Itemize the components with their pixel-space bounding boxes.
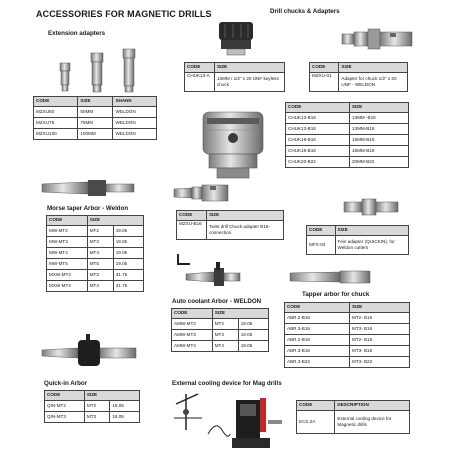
- header-code: CODE: [297, 401, 335, 411]
- cell-code: AMW-MT2: [172, 319, 213, 330]
- cell-taper: MT3: [87, 237, 113, 248]
- cell-size: Twist drill Chuck adapter B16-connection: [206, 221, 283, 240]
- table-header-row: [47, 216, 144, 226]
- table-header-row: [185, 63, 285, 73]
- cell-taper: MT3: [84, 412, 109, 423]
- header-code: CODE: [177, 211, 207, 221]
- auto-coolant-title: Auto coolant Arbor - WELDON: [172, 298, 262, 305]
- cell-shank: 19.05: [238, 341, 268, 352]
- cell-size: Adapter for chuck 1/2” x 20 UNF - WELDON: [339, 73, 408, 92]
- table-row: [45, 412, 140, 423]
- table-header-row: [172, 309, 269, 319]
- table-row: [47, 281, 144, 292]
- cell-code: MW-MT5: [47, 259, 88, 270]
- drill-chucks-title: Drill chucks & Adapters: [270, 8, 340, 15]
- cell-shank: WELDON: [113, 129, 157, 140]
- table-row: [286, 157, 409, 168]
- table-row: [285, 324, 410, 335]
- cell-taper: MT2: [212, 319, 238, 330]
- header-code: CODE: [47, 216, 88, 226]
- cell-code: CHUK16-B16: [286, 135, 350, 146]
- cell-size: 50MM: [78, 107, 113, 118]
- cell-code: ABR.3-B18: [285, 346, 350, 357]
- table-row: [297, 411, 410, 434]
- auto-coolant-table: [171, 308, 269, 352]
- cell-size: 75MM: [78, 118, 113, 129]
- cell-shank: 31.75: [113, 281, 143, 292]
- table-row: [307, 236, 409, 255]
- cell-code: CHUK13-B18: [286, 124, 350, 135]
- cell-code: QIN-MT3: [45, 412, 85, 423]
- chuck-adapter-b16-image: [172, 180, 242, 206]
- header-code: CODE: [34, 97, 78, 107]
- table-row: [45, 401, 140, 412]
- table-row: [172, 330, 269, 341]
- cell-size: 16MM-B18: [349, 146, 408, 157]
- cell-size: Fein adapter (QUICKIN), for Weldon cutters: [335, 236, 408, 255]
- chuck-adapter-image: [340, 24, 420, 54]
- table-row: [285, 313, 410, 324]
- table-row: [47, 226, 144, 237]
- drill-chuck-image: [195, 102, 273, 182]
- cell-code: ABR.2-B18: [285, 335, 350, 346]
- cell-code: AMW-MT3: [172, 330, 213, 341]
- cell-shank: WELDON: [113, 107, 157, 118]
- table-header-row: [297, 401, 410, 411]
- cell-taper: MT4: [212, 341, 238, 352]
- keyless-chuck-table: [184, 62, 285, 92]
- cell-size: MT3- B22: [350, 357, 410, 368]
- cell-code: MXW-MT3: [47, 270, 88, 281]
- cell-taper: MT2: [87, 226, 113, 237]
- external-cooling-title: External cooling device for Mag drills: [172, 380, 282, 387]
- cell-code: ABR.3-B22: [285, 357, 350, 368]
- chuck-adapter-b16-table: [176, 210, 284, 240]
- cell-taper: MT3: [212, 330, 238, 341]
- cell-taper: MT4: [87, 248, 113, 259]
- table-header-row: [307, 226, 409, 236]
- header-size: SIZE: [78, 97, 113, 107]
- table-header-row: [310, 63, 408, 73]
- cell-taper: MT5: [87, 259, 113, 270]
- table-row: [285, 357, 410, 368]
- cell-shank: 19.05: [110, 412, 140, 423]
- cell-code: QIN-MT2: [45, 401, 85, 412]
- cell-taper: MT3: [87, 270, 113, 281]
- tapper-arbor-image: [288, 266, 378, 288]
- cell-code: ECS.2A: [297, 411, 335, 434]
- external-cooling-table: [296, 400, 410, 434]
- header-size: SIZE: [206, 211, 283, 221]
- auto-coolant-arbor-image: [174, 252, 244, 298]
- cell-code: CHUK16-B18: [286, 146, 350, 157]
- external-cooling-image: [168, 390, 286, 450]
- cell-code: CHUK13-A: [185, 73, 215, 92]
- header-description: DESCRIPTION: [335, 401, 410, 411]
- table-row: [286, 135, 409, 146]
- cell-taper: MT2: [84, 401, 109, 412]
- cell-code: MW-MT2: [47, 226, 88, 237]
- tapper-arbor-title: Tapper arbor for chuck: [302, 291, 370, 298]
- table-row: [47, 248, 144, 259]
- table-header-row: [177, 211, 284, 221]
- cell-code: MW-MT3: [47, 237, 88, 248]
- table-row: [286, 124, 409, 135]
- cell-code: MZXU50: [34, 107, 78, 118]
- header-code: CODE: [285, 303, 350, 313]
- cell-code: CHUK20-B22: [286, 157, 350, 168]
- cell-size: MT2- B16: [350, 313, 410, 324]
- header-code: CODE: [45, 391, 85, 401]
- quick-in-arbor-table: [44, 390, 140, 423]
- header-shank: SHANK: [113, 97, 157, 107]
- table-row: [285, 346, 410, 357]
- table-row: [177, 221, 284, 240]
- table-row: [172, 319, 269, 330]
- quick-in-arbor-title: Quick-in Arbor: [44, 380, 88, 387]
- header-code: CODE: [286, 103, 350, 113]
- header-size: SIZE: [350, 303, 410, 313]
- chuck-sizes-table: [285, 102, 409, 168]
- table-row: [34, 118, 157, 129]
- cell-taper: MT4: [87, 281, 113, 292]
- table-header-row: [45, 391, 140, 401]
- table-row: [47, 237, 144, 248]
- cell-code: MZXU100: [34, 129, 78, 140]
- table-header-row: [286, 103, 409, 113]
- morse-taper-arbor-image: [38, 176, 138, 200]
- cell-code: MZXU-B16: [177, 221, 207, 240]
- header-code: CODE: [310, 63, 339, 73]
- fein-adapter-table: [306, 225, 409, 255]
- cell-shank: 19.05: [113, 226, 143, 237]
- cell-code: CHUK13-B16: [286, 113, 350, 124]
- cell-size: 13MM / 1/2” x 20 UNF keyless chuck: [215, 73, 285, 92]
- cell-size: 100MM: [78, 129, 113, 140]
- cell-shank: 19.05: [238, 330, 268, 341]
- table-row: [285, 335, 410, 346]
- header-code: CODE: [172, 309, 213, 319]
- header-size: SIZE: [84, 391, 139, 401]
- cell-code: MXW-MT4: [47, 281, 88, 292]
- table-row: [47, 270, 144, 281]
- header-code: CODE: [307, 226, 336, 236]
- cell-shank: 31.75: [113, 270, 143, 281]
- extension-adapters-title: Extension adapters: [48, 30, 106, 37]
- table-row: [172, 341, 269, 352]
- cell-size: 13MM -B16: [349, 113, 408, 124]
- table-row: [310, 73, 408, 92]
- morse-taper-table: [46, 215, 144, 292]
- cell-size: MT2- B18: [350, 335, 410, 346]
- header-size: SIZE: [215, 63, 285, 73]
- header-size: SIZE: [335, 226, 408, 236]
- cell-description: External cooling device for Magnetic drills: [335, 411, 410, 434]
- cell-size: 20MM-B22: [349, 157, 408, 168]
- cell-shank: 19.05: [238, 319, 268, 330]
- tapper-arbor-table: [284, 302, 410, 368]
- page-title: ACCESSORIES FOR MAGNETIC DRILLS: [36, 9, 212, 19]
- cell-shank: 19.05: [113, 248, 143, 259]
- chuck-adapter-table: [309, 62, 408, 92]
- extension-adapters-table: [33, 96, 157, 140]
- cell-code: MZXU-01: [310, 73, 339, 92]
- header-size: SIZE: [87, 216, 143, 226]
- cell-size: 16MM-B16: [349, 135, 408, 146]
- cell-shank: 19.05: [113, 237, 143, 248]
- cell-code: AMW-MT4: [172, 341, 213, 352]
- table-header-row: [34, 97, 157, 107]
- table-row: [286, 146, 409, 157]
- extension-adapters-image: [55, 43, 155, 93]
- cell-code: MW-MT4: [47, 248, 88, 259]
- cell-size: MT3- B18: [350, 346, 410, 357]
- cell-size: 13MM-B18: [349, 124, 408, 135]
- table-row: [286, 113, 409, 124]
- table-row: [185, 73, 285, 92]
- quick-in-arbor-image: [38, 330, 142, 374]
- cell-shank: WELDON: [113, 118, 157, 129]
- keyless-chuck-image: [215, 18, 257, 58]
- cell-shank: 19.05: [113, 259, 143, 270]
- table-row: [34, 129, 157, 140]
- table-row: [34, 107, 157, 118]
- cell-code: ABR.3-B16: [285, 324, 350, 335]
- header-size: SIZE: [339, 63, 408, 73]
- cell-shank: 19.05: [110, 401, 140, 412]
- cell-code: MZXU75: [34, 118, 78, 129]
- fein-adapter-image: [342, 196, 402, 218]
- cell-code: MFX-03: [307, 236, 336, 255]
- table-header-row: [285, 303, 410, 313]
- header-size: SIZE: [212, 309, 268, 319]
- cell-code: ABR.2-B16: [285, 313, 350, 324]
- table-row: [47, 259, 144, 270]
- morse-taper-title: Morse taper Arbor - Weldon: [47, 205, 129, 212]
- cell-size: MT3- B16: [350, 324, 410, 335]
- header-code: CODE: [185, 63, 215, 73]
- header-size: SIZE: [349, 103, 408, 113]
